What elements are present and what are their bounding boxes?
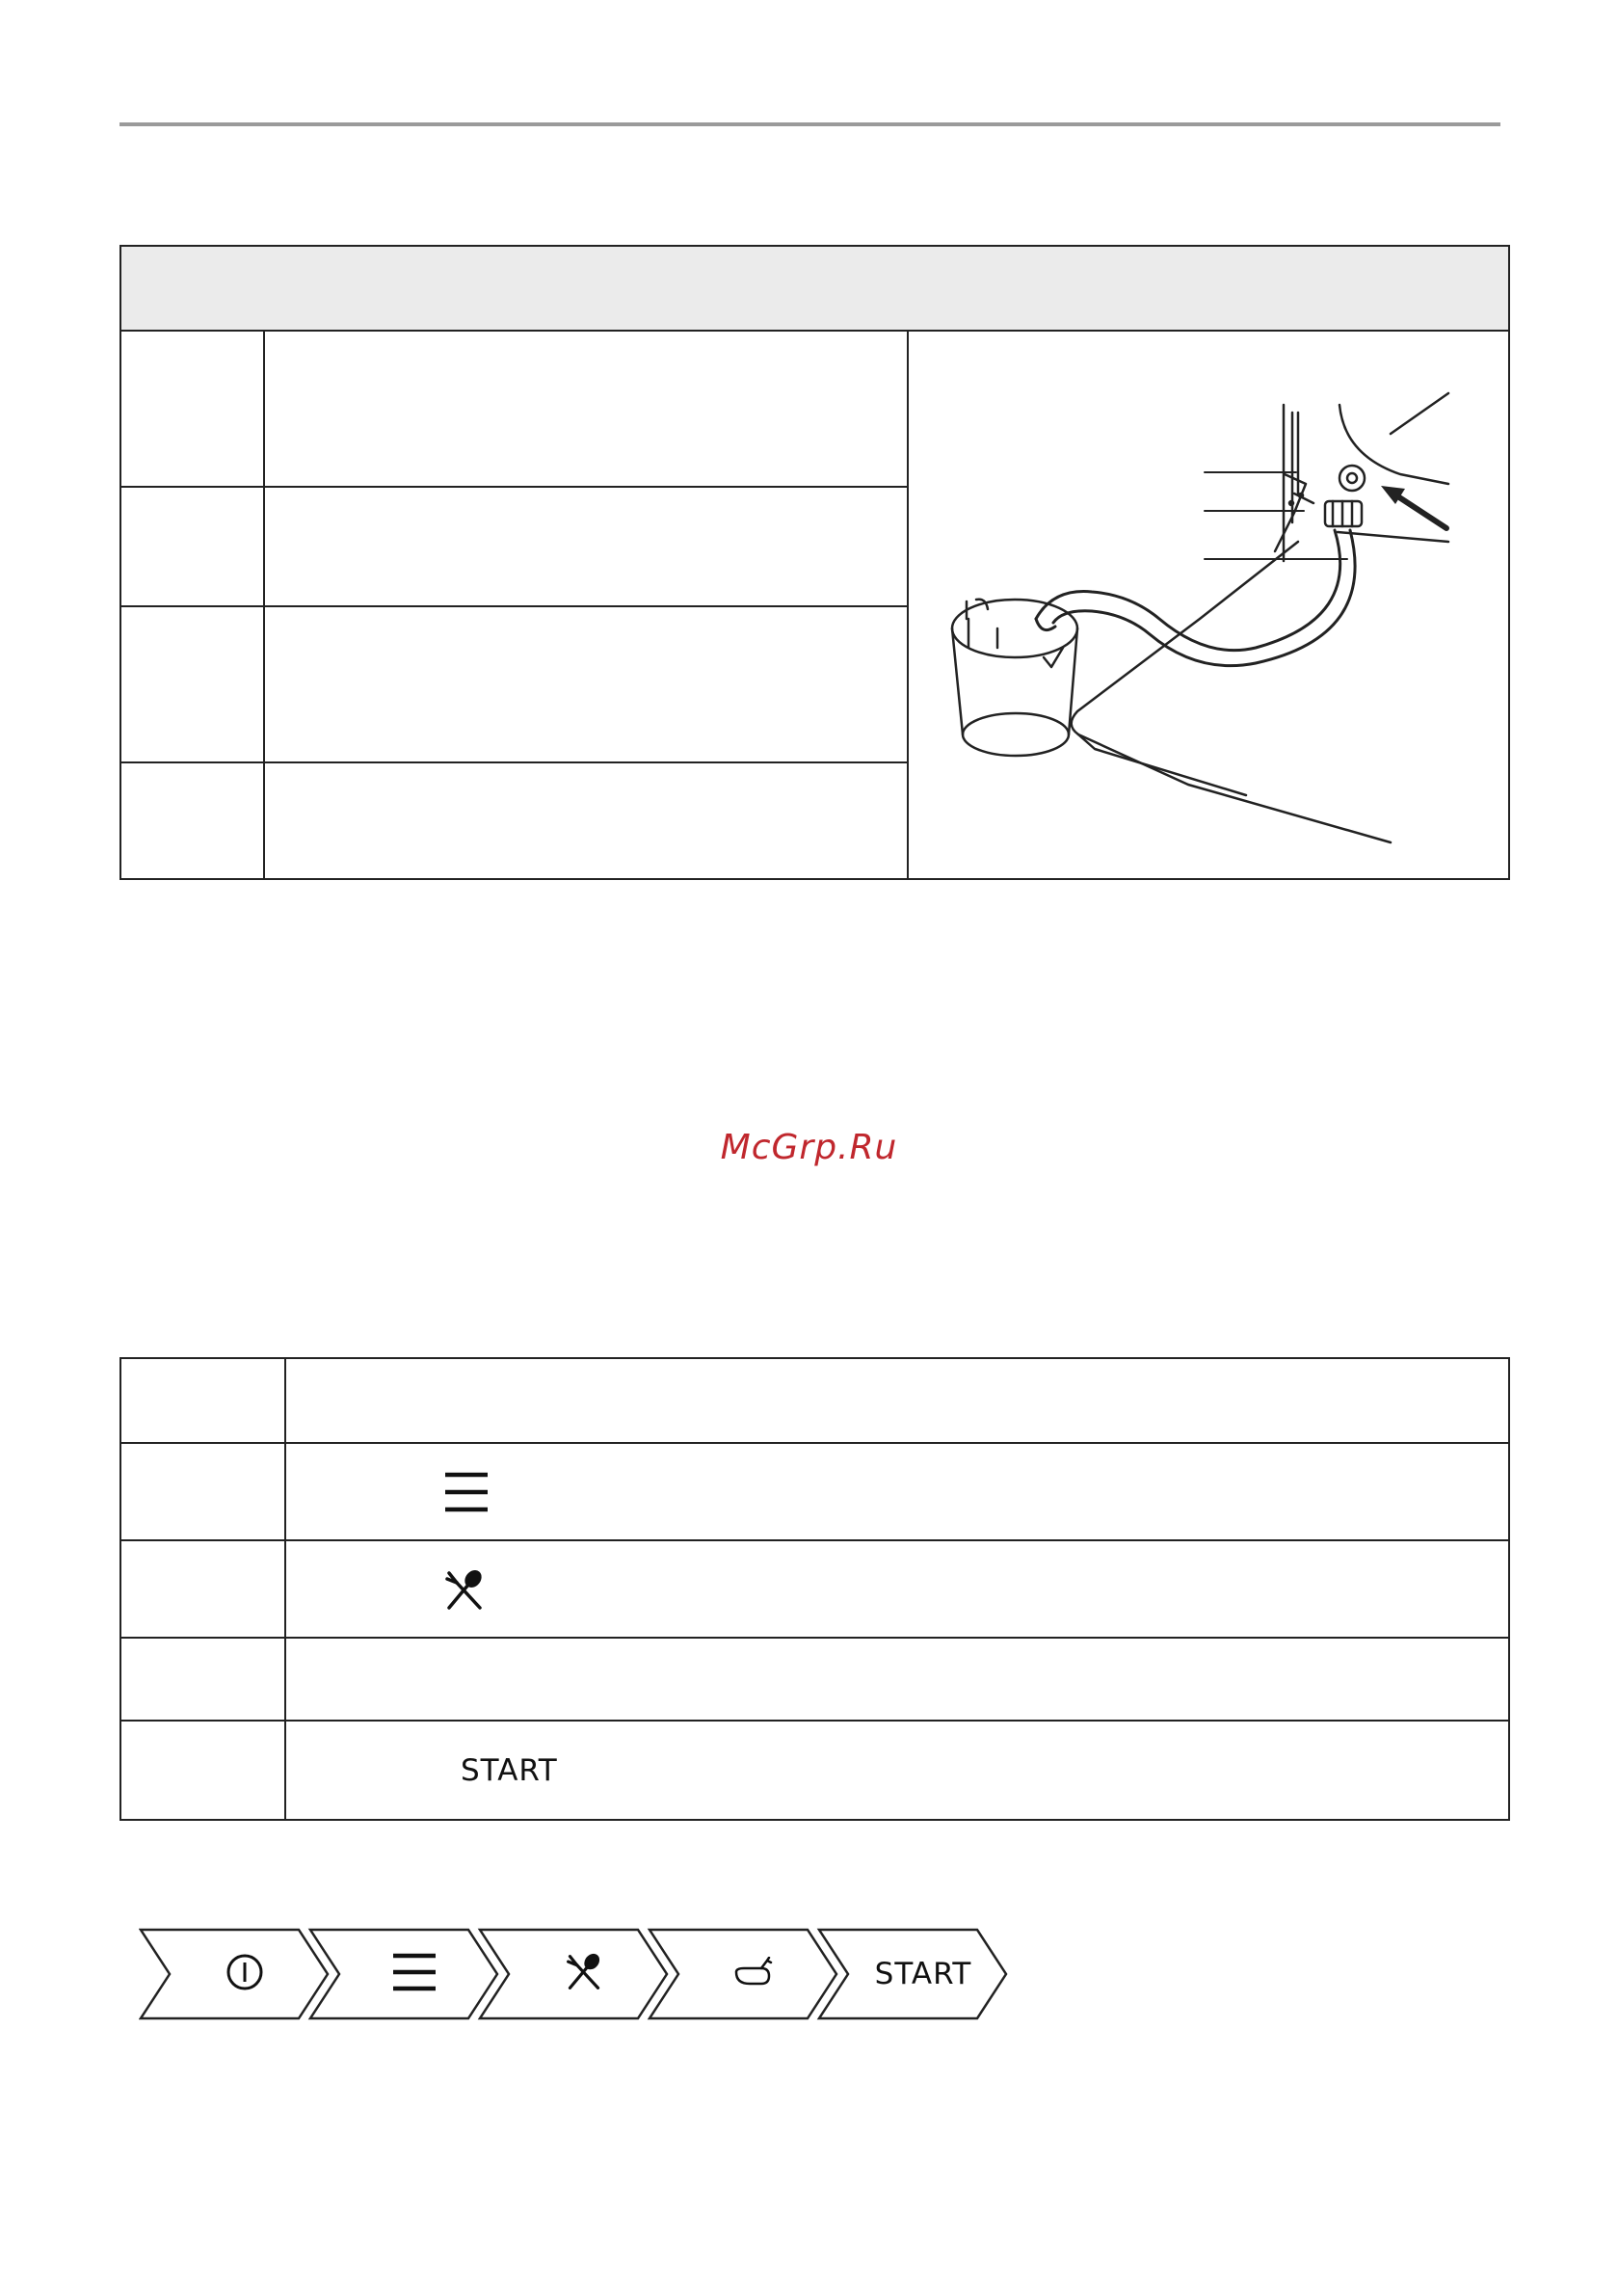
step-power[interactable] bbox=[168, 1928, 322, 2020]
start-label: START bbox=[461, 1753, 558, 1788]
step-start-label: START bbox=[874, 1957, 972, 1991]
cutlery-icon bbox=[565, 1953, 603, 1995]
drain-hose-illustration bbox=[909, 330, 1508, 878]
step-start[interactable] bbox=[846, 1928, 1000, 2020]
menu-icon bbox=[443, 1469, 490, 1515]
drain-table-header bbox=[121, 247, 1508, 332]
program-table-row-line bbox=[121, 1442, 1508, 1444]
drain-table-row-line bbox=[121, 761, 909, 763]
step-cutlery[interactable] bbox=[507, 1928, 661, 2020]
power-icon bbox=[225, 1953, 264, 1995]
program-table-divider bbox=[284, 1359, 286, 1819]
drain-table-row-line bbox=[121, 486, 909, 488]
program-table bbox=[119, 1357, 1510, 1821]
drain-table-row-line bbox=[121, 605, 909, 607]
program-table-row-line bbox=[121, 1720, 1508, 1722]
drain-table bbox=[119, 245, 1510, 880]
step-roast[interactable] bbox=[676, 1928, 831, 2020]
watermark: McGrp.Ru bbox=[720, 1128, 898, 1167]
cutlery-icon bbox=[443, 1569, 486, 1612]
step-menu[interactable] bbox=[337, 1928, 491, 2020]
top-rule bbox=[119, 122, 1500, 126]
program-table-row-line bbox=[121, 1637, 1508, 1639]
program-table-row-line bbox=[121, 1539, 1508, 1541]
step-sequence bbox=[139, 1928, 1025, 2020]
roast-icon bbox=[732, 1957, 775, 1991]
menu-icon bbox=[391, 1952, 438, 1996]
drain-table-divider bbox=[263, 330, 265, 878]
